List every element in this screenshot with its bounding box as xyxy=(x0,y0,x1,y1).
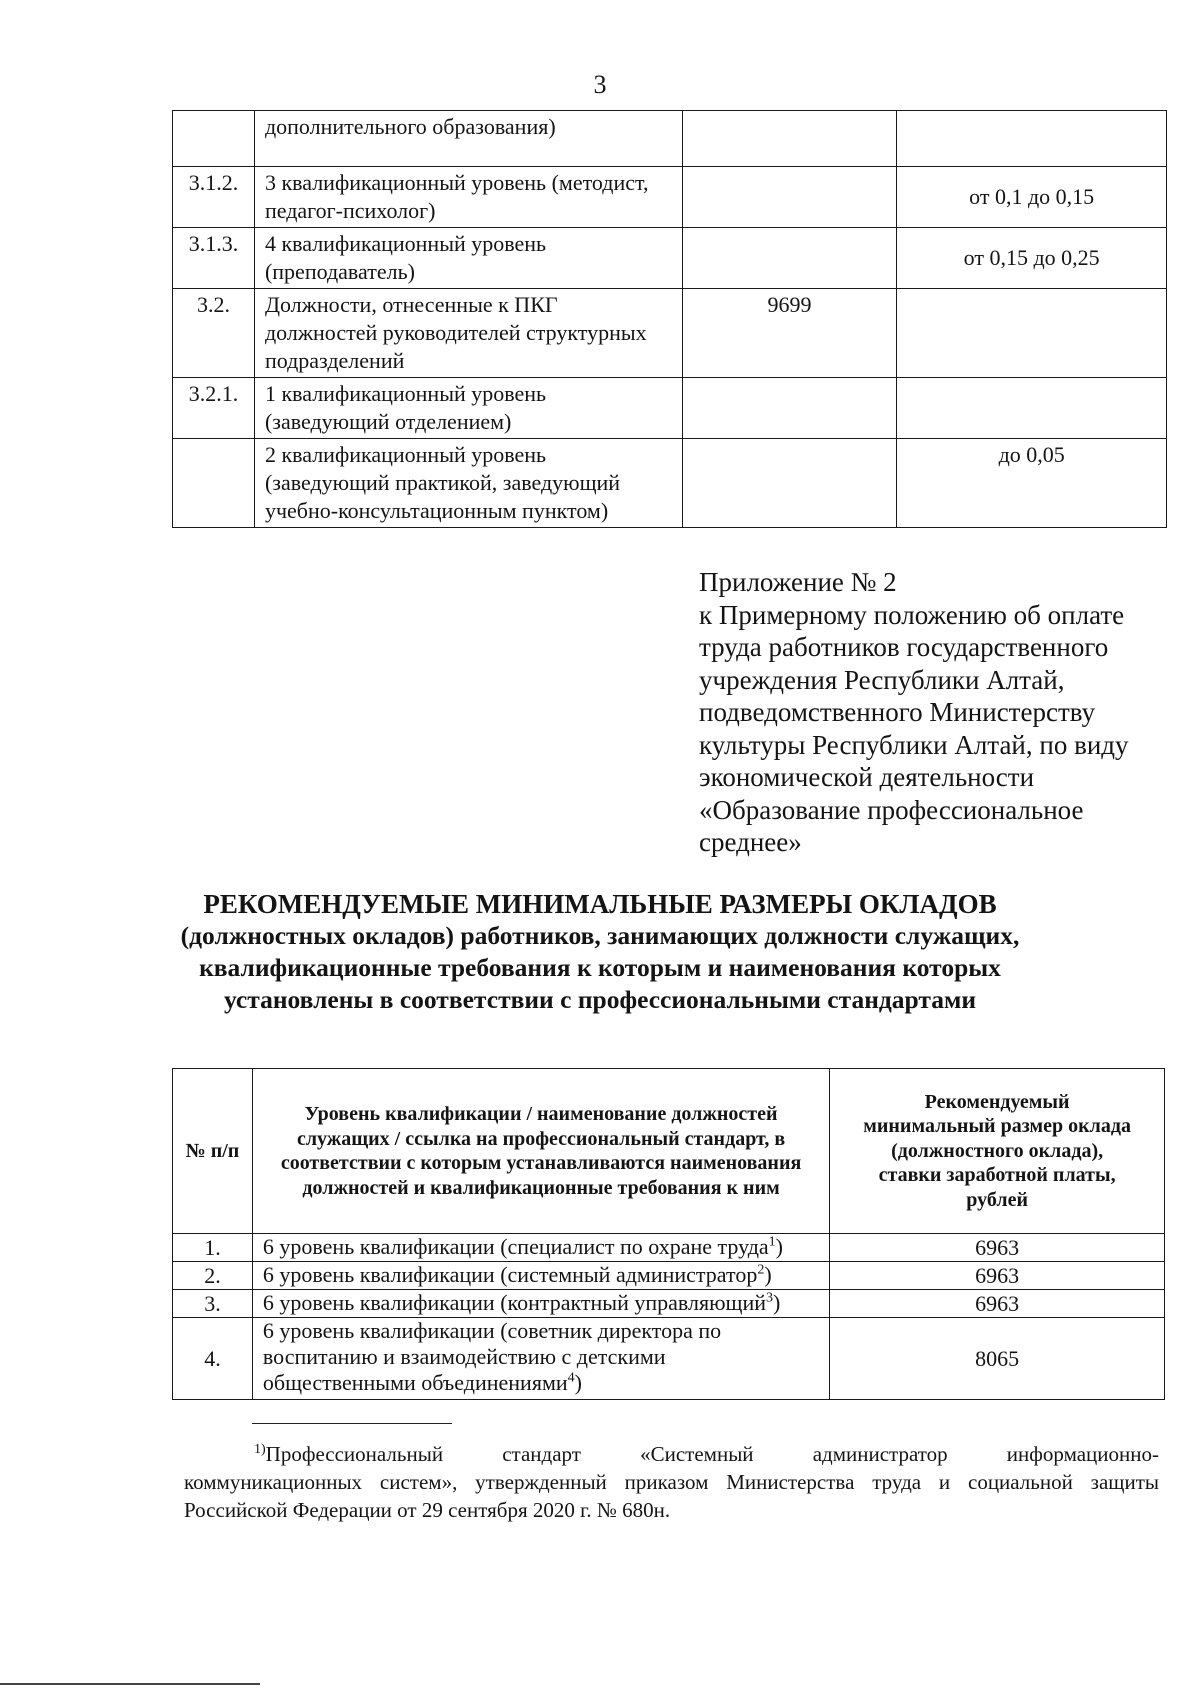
row-title-line: 4 квалификационный уровень xyxy=(264,231,547,256)
row-title-line: подразделений xyxy=(264,348,405,373)
footnote-first-text: Профессиональный стандарт «Системный администратор информационно- xyxy=(265,1442,1159,1466)
row-number: 3.2.1. xyxy=(173,378,255,439)
row-title xyxy=(254,378,682,439)
row-qualification xyxy=(252,1262,829,1290)
row-title-line: дополнительного образования) xyxy=(264,114,556,139)
row-coefficient: до 0,05 xyxy=(897,439,1167,528)
row-title xyxy=(254,228,682,289)
row-number xyxy=(173,111,255,167)
row-title-line: педагог-психолог) xyxy=(264,198,436,223)
row-title-line: (заведующий отделением) xyxy=(264,409,512,434)
row-amount: 6963 xyxy=(830,1234,1165,1262)
row-number: 2. xyxy=(173,1262,253,1290)
row-salary xyxy=(682,111,897,167)
annex-line: среднее» xyxy=(699,827,802,857)
annex-line: учреждения Республики Алтай, xyxy=(699,664,1065,695)
row-qualification xyxy=(252,1290,829,1318)
row-title-line: Должности, отнесенные к ПКГ xyxy=(264,292,558,317)
top-table-body xyxy=(173,111,1167,528)
annex-line: к Примерному положению об оплате xyxy=(699,599,1125,630)
qualification-text: 6 уровень квалификации (контрактный управляющий xyxy=(262,1290,767,1315)
row-qualification xyxy=(252,1318,829,1400)
footnote-ref: 1 xyxy=(768,1234,776,1250)
heading-line: (должностных окладов) работников, занимающих должности служащих, xyxy=(180,921,1020,950)
row-title-line: должностей руководителей структурных xyxy=(264,320,647,345)
row-title xyxy=(254,289,682,378)
row-qualification xyxy=(252,1234,829,1262)
table-row xyxy=(173,1318,1165,1400)
row-number: 3.1.2. xyxy=(173,167,255,228)
salary-table-header xyxy=(173,1069,1165,1234)
salary-table-body xyxy=(173,1234,1165,1400)
row-coefficient: от 0,1 до 0,15 xyxy=(897,167,1167,228)
page-number: 3 xyxy=(593,70,607,99)
table-row xyxy=(173,378,1167,439)
annex-block xyxy=(699,566,1169,859)
top-table xyxy=(172,110,1167,528)
qualification-tail: ) xyxy=(775,1234,783,1259)
row-title-line: 2 квалификационный уровень xyxy=(264,442,547,467)
row-amount: 6963 xyxy=(830,1290,1165,1318)
annex-line: «Образование профессиональное xyxy=(699,794,1084,825)
salary-table xyxy=(172,1068,1165,1400)
heading-line: РЕКОМЕНДУЕМЫЕ МИНИМАЛЬНЫЕ РАЗМЕРЫ ОКЛАДОВ xyxy=(203,889,997,919)
row-title xyxy=(254,111,682,167)
row-amount: 8065 xyxy=(830,1318,1165,1400)
row-coefficient: от 0,15 до 0,25 xyxy=(897,228,1167,289)
footnote xyxy=(184,1440,1159,1524)
row-salary: 9699 xyxy=(682,289,897,378)
header-salary: Рекомендуемый минимальный размер оклада (должностного оклада), ставки заработной платы, рублей xyxy=(830,1069,1165,1234)
annex-line: экономической деятельности xyxy=(699,762,1035,792)
annex-line: Приложение № 2 xyxy=(699,567,897,597)
annex-line: культуры Республики Алтай, по виду xyxy=(699,729,1129,760)
footnote-ref: 3 xyxy=(766,1290,774,1306)
table-row xyxy=(173,228,1167,289)
table-row xyxy=(173,439,1167,528)
row-number: 1. xyxy=(173,1234,253,1262)
table-row xyxy=(173,289,1167,378)
row-salary xyxy=(682,167,897,228)
table-row xyxy=(173,1234,1165,1262)
qualification-text: 6 уровень квалификации (специалист по охране труда xyxy=(262,1234,769,1259)
table-row xyxy=(173,111,1167,167)
row-salary xyxy=(682,228,897,289)
row-salary xyxy=(682,439,897,528)
row-amount: 6963 xyxy=(830,1262,1165,1290)
row-title-line: 1 квалификационный уровень xyxy=(264,381,547,406)
row-title xyxy=(254,167,682,228)
qualification-tail: ) xyxy=(574,1370,582,1395)
row-number xyxy=(173,439,255,528)
row-salary xyxy=(682,378,897,439)
table-row xyxy=(173,167,1167,228)
annex-line: труда работников государственного xyxy=(699,632,1109,662)
heading-line: квалификационные требования к которым и наименования которых xyxy=(199,953,1001,982)
row-number: 3. xyxy=(173,1290,253,1318)
footnote-text: коммуникационных систем», утвержденный приказом Министерства труда и социальной защиты Российской Федерации от 29 сентября 2020 г. № 680н. xyxy=(184,1470,1159,1522)
row-title xyxy=(254,439,682,528)
table-row xyxy=(173,1262,1165,1290)
row-number: 3.1.3. xyxy=(173,228,255,289)
heading-line: установлены в соответствии с профессиональными стандартами xyxy=(223,985,977,1014)
footnote-marker: 1) xyxy=(254,1442,266,1457)
qualification-text: 6 уровень квалификации (системный администратор xyxy=(262,1262,758,1287)
footnote-divider xyxy=(252,1423,452,1424)
table-row xyxy=(173,1290,1165,1318)
header-row xyxy=(173,1069,1165,1234)
row-title-line: (заведующий практикой, заведующий xyxy=(264,470,621,495)
row-number: 3.2. xyxy=(173,289,255,378)
document-heading xyxy=(0,888,1200,1016)
row-number: 4. xyxy=(173,1318,253,1400)
annex-line: подведомственного Министерству xyxy=(699,697,1096,727)
row-coefficient xyxy=(897,289,1167,378)
row-title-line: учебно-консультационным пунктом) xyxy=(264,498,609,523)
footnote-ref: 4 xyxy=(567,1370,575,1386)
row-title-line: (преподаватель) xyxy=(264,259,415,284)
row-coefficient xyxy=(897,378,1167,439)
qualification-tail: ) xyxy=(773,1290,781,1315)
qualification-text: 6 уровень квалификации (советник директора по воспитанию и взаимодействию с детскими общественными объединениями xyxy=(262,1318,722,1395)
row-title-line: 3 квалификационный уровень (методист, xyxy=(264,170,649,195)
page-bottom-rule xyxy=(0,1683,260,1685)
header-number: № п/п xyxy=(173,1069,253,1234)
row-coefficient xyxy=(897,111,1167,167)
footnote-ref: 2 xyxy=(757,1262,765,1278)
qualification-tail: ) xyxy=(764,1262,772,1287)
header-level: Уровень квалификации / наименование должностей служащих / ссылка на профессиональный стандарт, в соответствии с которым устанавливаются наименования должностей и квалификационные требования к ним xyxy=(252,1069,829,1234)
footnote-first-line xyxy=(184,1440,1159,1468)
